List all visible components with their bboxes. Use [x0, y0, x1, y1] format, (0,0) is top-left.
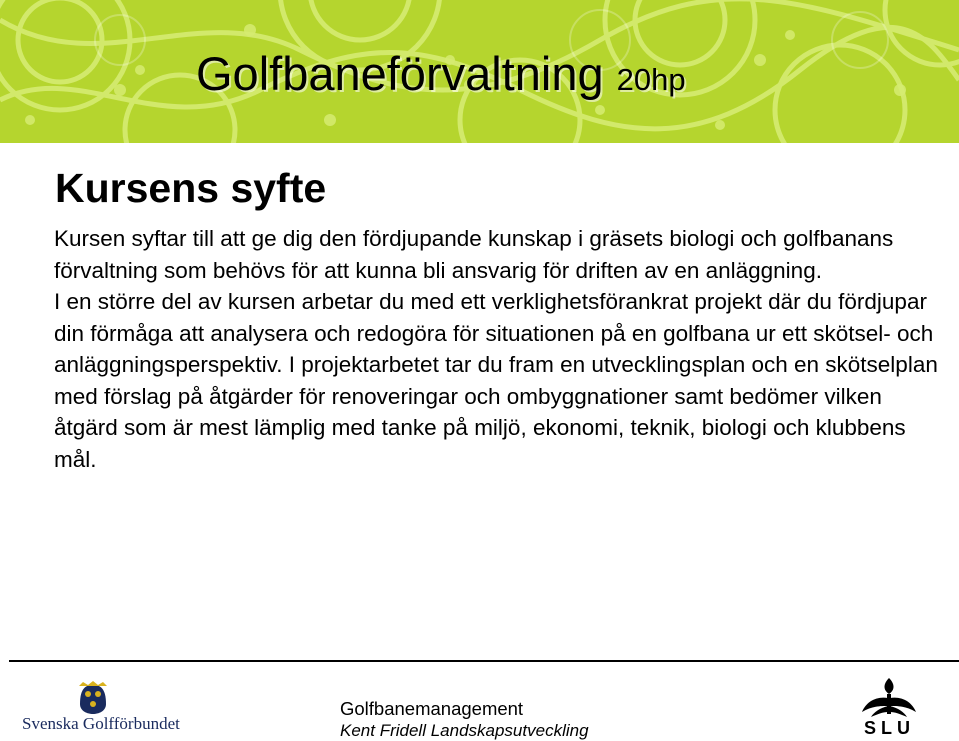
footer-divider [9, 660, 959, 662]
paragraph-project: I en större del av kursen arbetar du med ett verklighetsförankrat projekt där du fördjupar din förmåga att analysera och redogöra för situationen på en golfbana ur ett skötsel- och anläggningsperspektiv. I projektarbetet tar du fram en utvecklingsplan och en skötselplan med förslag på åtgärder för renoveringar och ombyggnationer samt bedömer vilken åtgärd som är mest lämplig med tanke på miljö, ekonomi, teknik, biologi och klubbens mål. [54, 289, 938, 472]
section-heading: Kursens syfte [55, 165, 327, 211]
footer-author: Kent Fridell Landskapsutveckling [340, 721, 589, 740]
course-description [54, 223, 944, 475]
page-title [196, 44, 686, 110]
svenska-golfforbundet-name: Svenska Golfförbundet [22, 714, 180, 733]
footer-program: Golfbanemanagement [340, 698, 524, 719]
title-text: Golfbaneförvaltning [196, 47, 604, 100]
paragraph-intro: Kursen syftar till att ge dig den fördjupande kunskap i gräsets biologi och golfbanans förvaltning som behövs för att kunna bli ansvarig för driften av en anläggning. [54, 226, 894, 283]
slu-name: SLU [864, 718, 915, 738]
slu-logo-icon [858, 676, 920, 718]
title-credits: 20hp [616, 62, 686, 97]
